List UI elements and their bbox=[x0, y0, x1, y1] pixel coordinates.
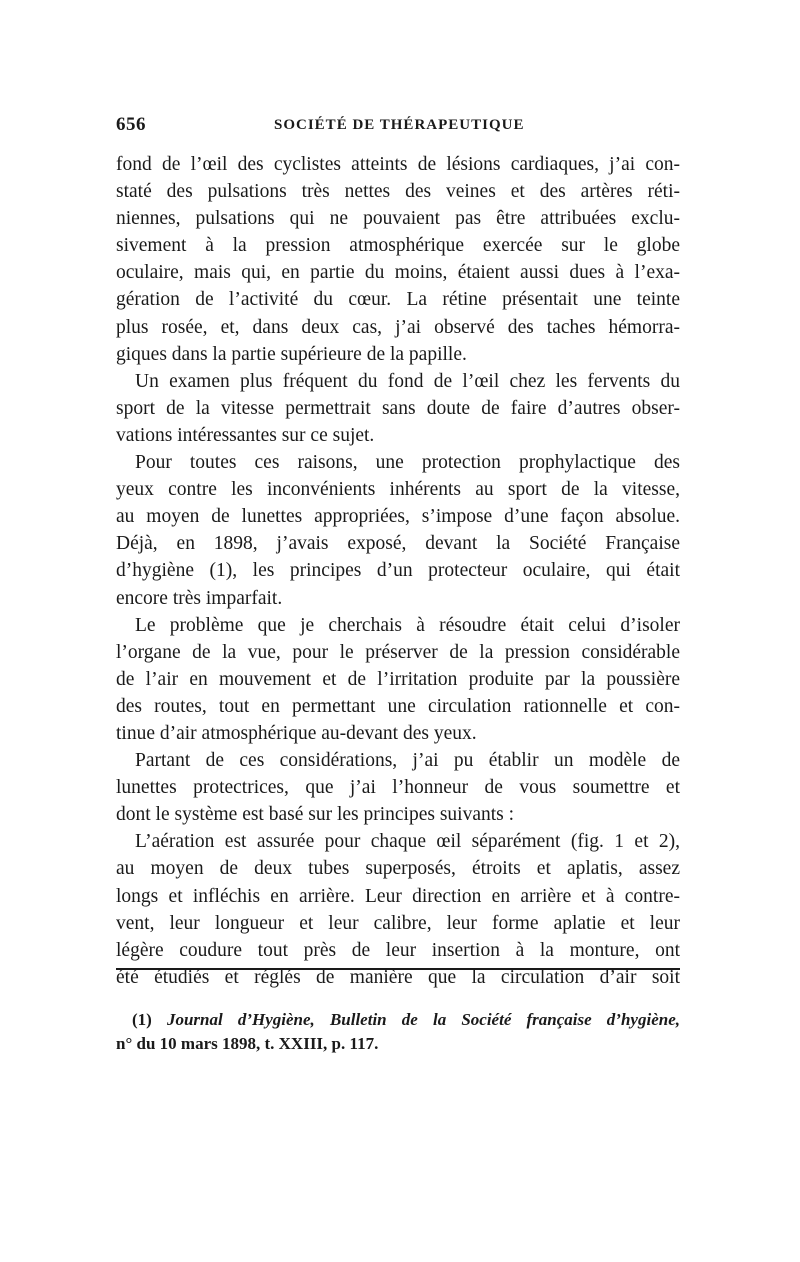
text-line: au moyen de deux tubes superposés, étroits et aplatis, assez bbox=[116, 858, 680, 880]
text-line: giques dans la partie supérieure de la papille. bbox=[116, 343, 467, 365]
text-line: de l’air en mouvement et de l’irritation produite par la poussière bbox=[116, 668, 680, 690]
footnote-line bbox=[116, 1008, 680, 1032]
text-line: Partant de ces considérations, j’ai pu établir un modèle de bbox=[135, 750, 680, 772]
text-line: fond de l’œil des cyclistes atteints de lésions cardiaques, j’ai con- bbox=[116, 154, 680, 175]
text-line: longs et infléchis en arrière. Leur direction en arrière et à contre- bbox=[116, 885, 680, 907]
body-text bbox=[116, 151, 680, 991]
footnote-marker: (1) bbox=[132, 1010, 152, 1029]
text-line: Un examen plus fréquent du fond de l’œil chez les fervents du bbox=[135, 370, 680, 392]
text-line: été étudiés et réglés de manière que la circulation d’air soit bbox=[116, 966, 680, 988]
running-head: SOCIÉTÉ DE THÉRAPEUTIQUE bbox=[274, 117, 525, 133]
text-line: L’aération est assurée pour chaque œil séparément (fig. 1 et 2), bbox=[135, 831, 680, 853]
text-line: d’hygiène (1), les principes d’un protecteur oculaire, qui était bbox=[116, 560, 680, 582]
text-line: Le problème que je cherchais à résoudre était celui d’isoler bbox=[135, 614, 680, 636]
text-line: encore très imparfait. bbox=[116, 587, 283, 609]
text-line: gération de l’activité du cœur. La rétine présentait une teinte bbox=[116, 289, 680, 311]
text-line: au moyen de lunettes appropriées, s’impose d’une façon absolue. bbox=[116, 506, 680, 528]
text-line: staté des pulsations très nettes des veines et des artères réti- bbox=[116, 181, 680, 203]
text-line: vations intéressantes sur ce sujet. bbox=[116, 424, 375, 446]
text-line: niennes, pulsations qui ne pouvaient pas être attribuées exclu- bbox=[116, 208, 680, 230]
text-line: sport de la vitesse permettrait sans doute de faire d’autres obser- bbox=[116, 397, 680, 419]
page-header bbox=[116, 114, 680, 140]
text-line: Pour toutes ces raisons, une protection prophylactique des bbox=[135, 452, 680, 474]
text-line: légère coudure tout près de leur insertion à la monture, ont bbox=[116, 939, 680, 961]
text-line: vent, leur longueur et leur calibre, leur forme aplatie et leur bbox=[116, 912, 680, 934]
text-line: lunettes protectrices, que j’ai l’honneur de vous soumettre et bbox=[116, 777, 680, 799]
footnote bbox=[116, 1008, 680, 1056]
text-line: dont le système est basé sur les principes suivants : bbox=[116, 804, 515, 826]
text-line: plus rosée, et, dans deux cas, j’ai observé des taches hémorra- bbox=[116, 316, 680, 338]
footnote-society: la Société française d’hygiène, bbox=[432, 1010, 680, 1029]
text-line: oculaire, mais qui, en partie du moins, étaient aussi dues à l’exa- bbox=[116, 262, 680, 284]
footnote-divider bbox=[116, 968, 680, 970]
footnote-journal-title: Journal d’Hygiène, Bulletin de bbox=[166, 1010, 418, 1029]
text-line: Déjà, en 1898, j’avais exposé, devant la Société Française bbox=[116, 533, 680, 555]
footnote-line: n° du 10 mars 1898, t. XXIII, p. 117. bbox=[116, 1034, 379, 1053]
text-line: yeux contre les inconvénients inhérents au sport de la vitesse, bbox=[116, 479, 680, 501]
text-line: l’organe de la vue, pour le préserver de la pression considérable bbox=[116, 641, 680, 663]
text-line: des routes, tout en permettant une circulation rationnelle et con- bbox=[116, 695, 680, 717]
text-line: tinue d’air atmosphérique au-devant des yeux. bbox=[116, 722, 477, 744]
page-number: 656 bbox=[116, 114, 146, 135]
text-line: sivement à la pression atmosphérique exercée sur le globe bbox=[116, 235, 680, 257]
